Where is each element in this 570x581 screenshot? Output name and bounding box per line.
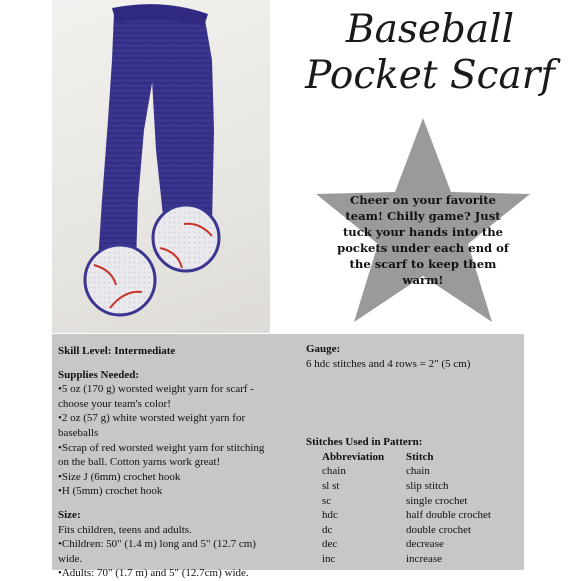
stitch-cell: half double crochet — [406, 509, 491, 522]
stitch-header: Stitch — [406, 450, 434, 463]
stitch-cell: decrease — [406, 538, 444, 551]
info-right-column — [306, 342, 520, 567]
abbreviation-cell: chain — [322, 465, 346, 478]
abbreviation-cell: sl st — [322, 479, 340, 492]
title-line-2: Pocket Scarf — [305, 53, 555, 98]
gauge-text: 6 hdc stitches and 4 rows = 2" (5 cm) — [306, 357, 471, 370]
abbreviation-cell: dc — [322, 523, 333, 536]
size-line: Fits children, teens and adults. — [58, 523, 192, 536]
stitch-cell: double crochet — [406, 523, 472, 536]
stitches-heading: Stitches Used in Pattern: — [306, 436, 423, 449]
table-row — [322, 523, 491, 538]
abbreviation-cell: dec — [322, 538, 338, 551]
skill-level: Skill Level: Intermediate — [58, 345, 176, 357]
table-row — [322, 494, 491, 509]
stitches-table — [322, 450, 491, 567]
supplies-line: on the ball. Cotton yarns work great! — [58, 456, 221, 469]
gauge-heading: Gauge: — [306, 343, 341, 355]
stitch-cell: chain — [406, 465, 430, 478]
size-heading: Size: — [58, 508, 81, 521]
supplies-line: •H (5mm) crochet hook — [58, 485, 163, 498]
supplies-heading: Supplies Needed: — [58, 368, 139, 381]
supplies-line: •5 oz (170 g) worsted weight yarn for scarf - — [58, 383, 254, 396]
abbreviation-cell: hdc — [322, 509, 338, 522]
supplies-line: baseballs — [58, 426, 99, 439]
table-header-row — [322, 450, 491, 465]
info-left-column — [58, 344, 298, 581]
table-row — [322, 479, 491, 494]
table-row — [322, 552, 491, 567]
size-line: •Adults: 70" (1.7 m) and 5" (12.7cm) wide. — [58, 567, 249, 580]
scarf-photo — [52, 0, 270, 333]
supplies-line: •Scrap of red worsted weight yarn for stitching — [58, 441, 265, 454]
supplies-line: choose your team's color! — [58, 397, 171, 410]
scarf-illustration — [52, 0, 270, 333]
star-caption: Cheer on your favorite team! Chilly game? Just tuck your hands into the pockets under each end of the scarf to keep them warm! — [337, 193, 509, 287]
title-line-1: Baseball — [345, 7, 515, 52]
table-row — [322, 508, 491, 523]
abbreviation-cell: sc — [322, 494, 332, 507]
table-row — [322, 537, 491, 552]
abbreviation-cell: inc — [322, 552, 336, 565]
size-line: wide. — [58, 552, 83, 565]
supplies-line: •Size J (6mm) crochet hook — [58, 470, 181, 483]
table-row — [322, 464, 491, 479]
stitch-cell: increase — [406, 552, 443, 565]
stitch-cell: single crochet — [406, 494, 468, 507]
stitch-cell: slip stitch — [406, 479, 449, 492]
abbreviation-header: Abbreviation — [322, 450, 385, 463]
pattern-info-panel — [52, 334, 524, 580]
supplies-line: •2 oz (57 g) white worsted weight yarn for — [58, 412, 246, 425]
size-line: •Children: 50" (1.4 m) long and 5" (12.7 cm) — [58, 538, 256, 551]
